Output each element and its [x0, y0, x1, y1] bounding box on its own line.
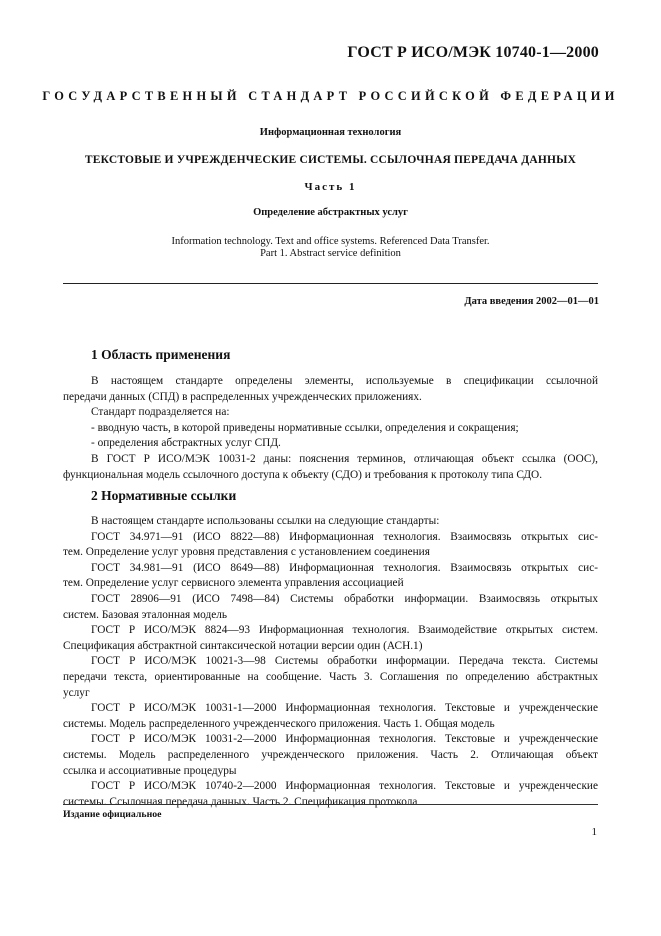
reference-line: ГОСТ Р ИСО/МЭК 10740-2—2000 Информационная технология. Текстовые и учрежденческие: [91, 780, 598, 793]
reference-line: системы. Модель распределенного учрежденческого приложения. Часть 1. Общая модель: [63, 717, 495, 730]
reference-line: тем. Определение услуг уровня представления с установлением соединения: [63, 546, 430, 559]
introduction-date: Дата введения 2002—01—01: [464, 296, 599, 307]
english-title-line: Information technology. Text and office systems. Referenced Data Transfer.: [171, 236, 490, 247]
text-line: В настоящем стандарте определены элементы, используемые в спецификации ссылочной: [91, 375, 598, 387]
section-2-heading: 2 Нормативные ссылки: [91, 488, 237, 503]
english-title: [0, 236, 661, 260]
reference-line: ГОСТ 28906—91 (ИСО 7498—84) Системы обработки информации. Взаимосвязь открытых: [91, 592, 598, 605]
state-standard-header: ГОСУДАРСТВЕННЫЙ СТАНДАРТ РОССИЙСКОЙ ФЕДЕРАЦИИ: [42, 89, 619, 103]
text-line: передачи данных (СПД) в распределенных учрежденческих приложениях.: [63, 390, 422, 403]
reference-line: ГОСТ Р ИСО/МЭК 10021-3—98 Системы обработки информации. Передача текста. Системы: [91, 655, 598, 668]
reference-line: ГОСТ 34.971—91 (ИСО 8822—88) Информационная технология. Взаимосвязь открытых сис-: [91, 530, 598, 543]
document-code: ГОСТ Р ИСО/МЭК 10740-1—2000: [347, 44, 599, 61]
text-line: В настоящем стандарте использованы ссылки на следующие стандарты:: [91, 515, 440, 527]
section-1-body: [63, 374, 598, 483]
reference-line: ГОСТ 34.981—91 (ИСО 8649—88) Информационная технология. Взаимосвязь открытых сис-: [91, 561, 598, 574]
page-number: 1: [591, 826, 597, 838]
standard-title: ТЕКСТОВЫЕ И УЧРЕЖДЕНЧЕСКИЕ СИСТЕМЫ. ССЫЛОЧНАЯ ПЕРЕДАЧА ДАННЫХ: [84, 154, 577, 166]
official-edition-label: Издание официальное: [63, 809, 162, 820]
text-line: - вводную часть, в которой приведены нормативные ссылки, определения и сокращения;: [91, 421, 519, 434]
reference-line: систем. Базовая эталонная модель: [63, 608, 228, 621]
section-1-heading: 1 Область применения: [91, 347, 231, 362]
standard-topic: Информационная технология: [259, 127, 402, 138]
section-2-body: [63, 514, 598, 810]
reference-line: Спецификация абстрактной синтаксической нотации версии один (АСН.1): [63, 639, 423, 652]
reference-line: передачи текста, ориентированные на сообщение. Часть 3. Соглашения по определению абстрактных: [63, 670, 598, 683]
reference-line: ГОСТ Р ИСО/МЭК 10031-2—2000 Информационная технология. Текстовые и учрежденческие: [91, 733, 598, 746]
english-title-line: Part 1. Abstract service definition: [260, 248, 401, 259]
reference-line: системы. Ссылочная передача данных. Часть 2. Спецификация протокола: [63, 795, 418, 808]
part-title: Определение абстрактных услуг: [253, 207, 408, 218]
text-line: - определения абстрактных услуг СПД.: [91, 437, 281, 450]
text-line: В ГОСТ Р ИСО/МЭК 10031-2 даны: пояснения терминов, отличающая объект ссылка (ООС),: [91, 452, 598, 465]
reference-line: ГОСТ Р ИСО/МЭК 8824—93 Информационная технология. Взаимодействие открытых систем.: [91, 624, 598, 637]
footer-divider: [63, 804, 598, 805]
reference-line: услуг: [63, 686, 90, 699]
reference-line: тем. Определение услуг сервисного элемента управления ассоциацией: [63, 577, 404, 590]
reference-line: ссылка и ассоциативные процедуры: [63, 764, 237, 777]
text-line: функциональная модель ссылочного доступа к объекту (СДО) и требования к протоколу типа СДО.: [63, 468, 543, 481]
reference-line: ГОСТ Р ИСО/МЭК 10031-1—2000 Информационная технология. Текстовые и учрежденческие: [91, 702, 598, 715]
title-divider: [63, 283, 598, 284]
text-line: Стандарт подразделяется на:: [91, 406, 230, 419]
part-number: Часть 1: [304, 181, 357, 193]
reference-line: системы. Модель распределенного учрежденческого приложения. Часть 2. Отличающая объект: [63, 748, 598, 761]
